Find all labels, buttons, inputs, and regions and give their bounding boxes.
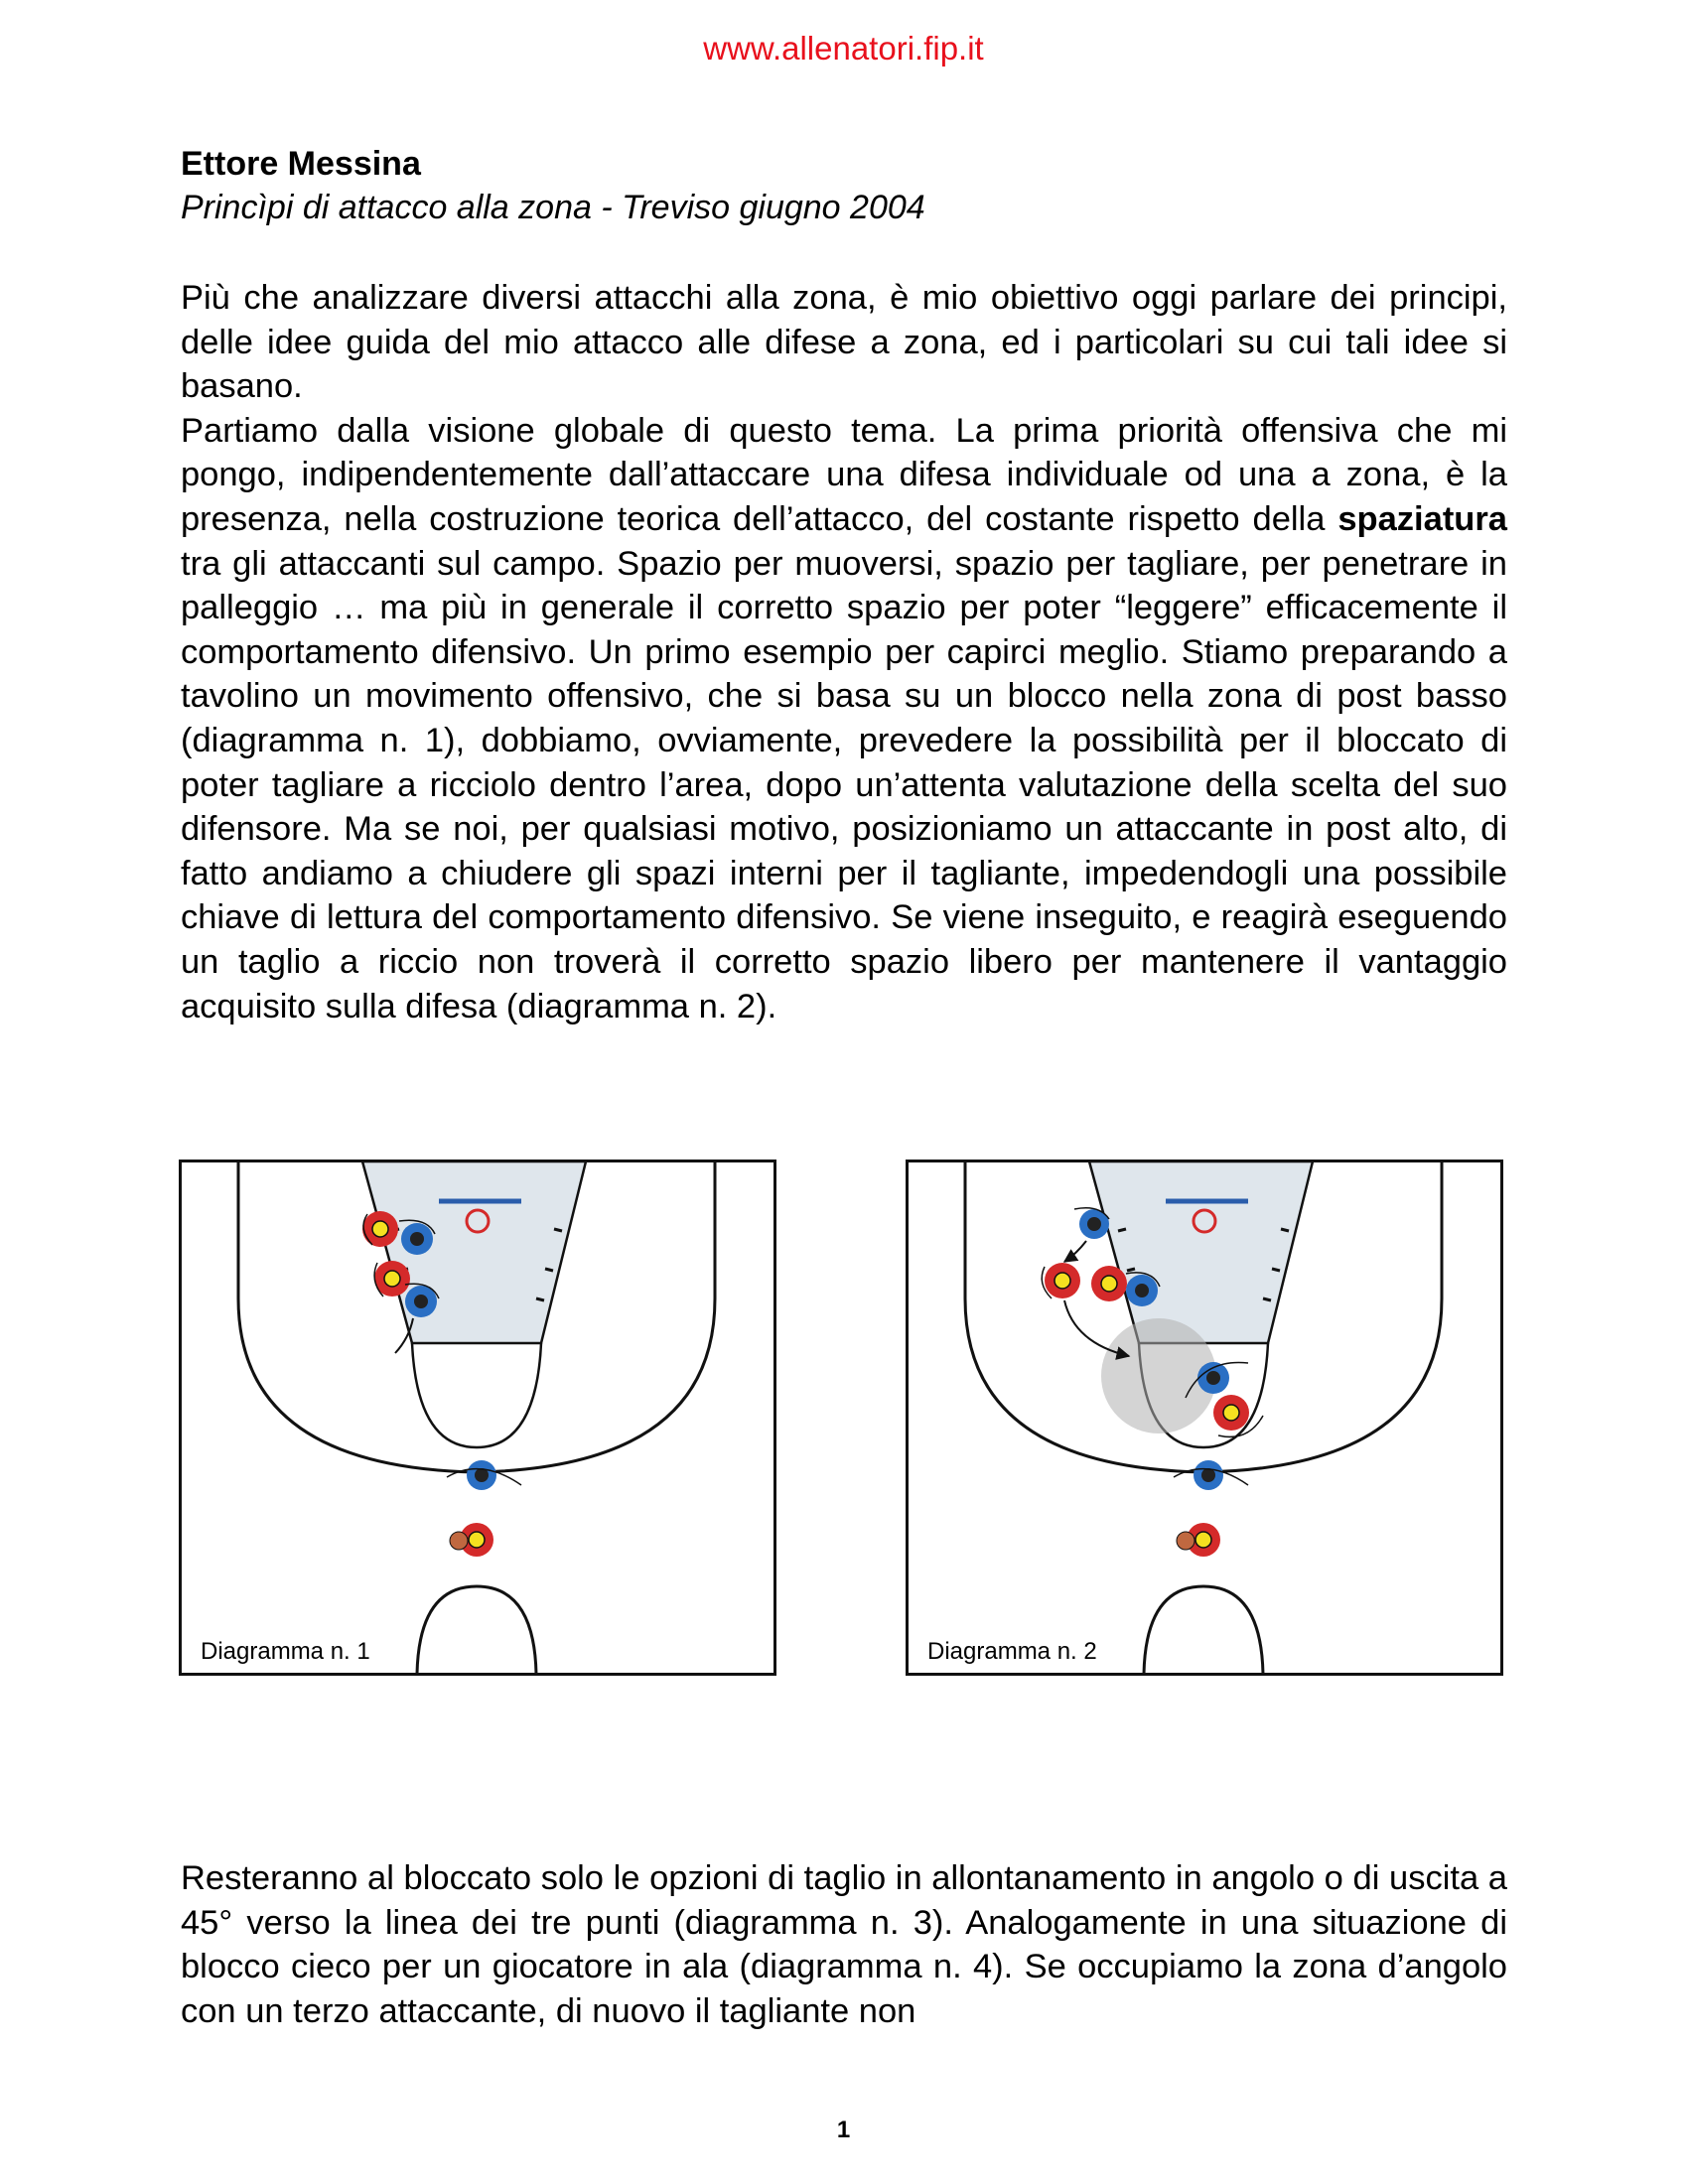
paragraph-2-after: tra gli attaccanti sul campo. Spazio per muoversi, spazio per tagliare, per penetrare in palleggio … ma più in generale il corretto spazio per poter “leggere” efficacemente il comportamento difensivo. Un primo esempio per capirci meglio. Stiamo preparando a tavolino un movimento offensivo, che si basa su un blocco nella zona di post basso (diagramma n. 1), dobbiamo, ovviamente, prevedere la possibilità per il bloccato di poter tagliare a ricciolo dentro l’area, dopo un’attenta valutazione della scelta del suo difensore. Ma se noi, per qualsiasi motivo, posizioniamo un attaccante in post alto, di fatto andiamo a chiudere gli spazi interni per il tagliante, impedendogli una possibile chiave di lettura del comportamento difensivo. Se viene inseguito, e reagirà eseguendo un taglio a riccio non troverà il corretto spazio libero per mantenere il vantaggio acquisito sulla difesa (diagramma n. 2). (181, 544, 1507, 1025)
offense-player (1091, 1266, 1127, 1301)
body-text-top (181, 276, 1507, 1028)
offense-player (374, 1261, 410, 1297)
author-name: Ettore Messina (181, 145, 421, 183)
diagram-1 (179, 1160, 776, 1676)
page-number: 1 (836, 2116, 851, 2143)
paragraph-2-before: Partiamo dalla visione globale di questo tema. La prima priorità offensiva che mi pongo, indipendentemente dall’attaccare una difesa individuale od una a zona, è la presenza, nella costruzione teorica dell’attacco, del costante rispetto della (181, 411, 1507, 538)
offense-player (362, 1211, 398, 1247)
court-diagram-1 (179, 1160, 776, 1676)
paragraph-2-bold: spaziatura (1337, 499, 1507, 538)
body-text-bottom (181, 1856, 1507, 2033)
paragraph-3: Resteranno al bloccato solo le opzioni di taglio in allontanamento in angolo o di uscita a 45° verso la linea dei tre punti (diagramma n. 3). Analogamente in una situazione di blocco cieco per un giocatore in ala (diagramma n. 4). Se occupiamo la zona d’angolo con un terzo attaccante, di nuovo il tagliante non (181, 1859, 1507, 2030)
article-subtitle: Princìpi di attacco alla zona - Treviso giugno 2004 (181, 189, 925, 226)
diagram-1-label: Diagramma n. 1 (201, 1638, 370, 1665)
diagram-2 (906, 1160, 1503, 1676)
paragraph-1: Più che analizzare diversi attacchi alla zona, è mio obiettivo oggi parlare dei principi, delle idee guida del mio attacco alle difese a zona, ed i particolari su cui tali idee si basano. (181, 279, 1507, 406)
paragraph-2 (181, 409, 1507, 1028)
header-url[interactable]: www.allenatori.fip.it (703, 30, 984, 67)
ball-icon (1177, 1532, 1195, 1550)
diagram-2-label: Diagramma n. 2 (927, 1638, 1097, 1665)
court-diagram-2 (906, 1160, 1503, 1676)
ball-icon (450, 1532, 468, 1550)
